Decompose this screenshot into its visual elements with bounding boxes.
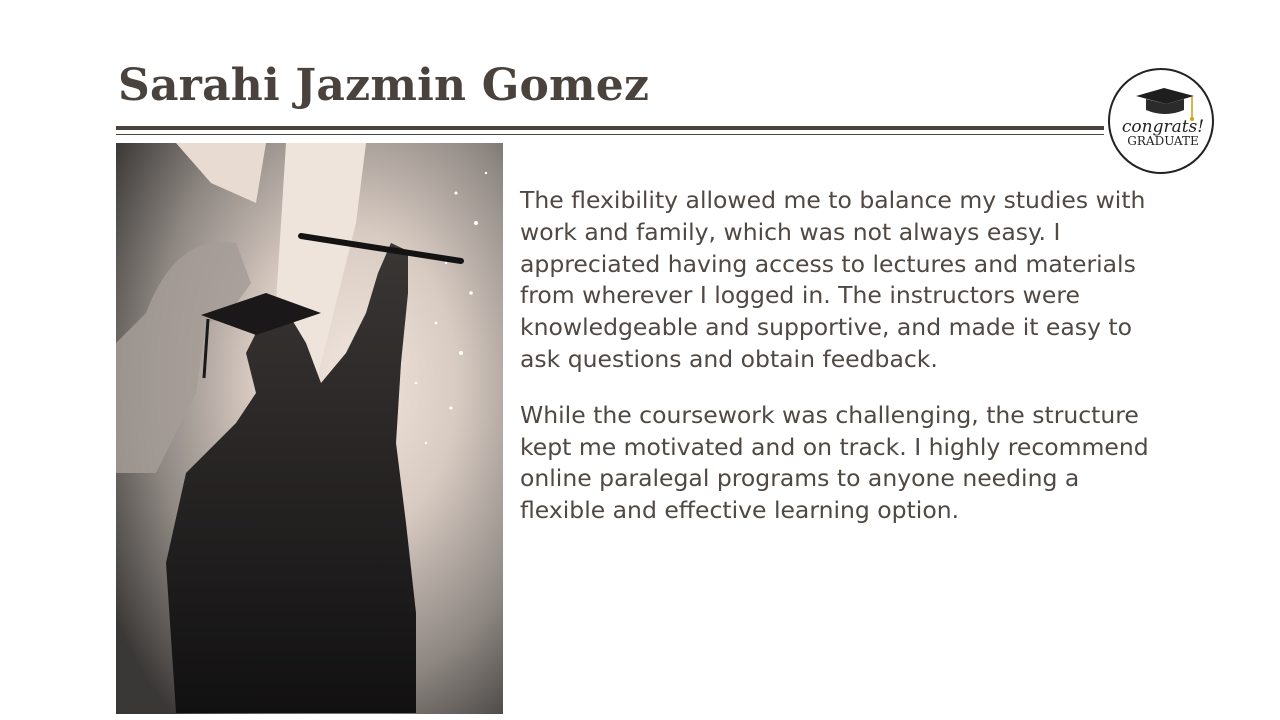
graduation-cap-icon bbox=[1110, 70, 1214, 174]
title-divider-thin bbox=[116, 134, 1104, 135]
title-divider-thick bbox=[116, 126, 1104, 130]
graduate-silhouette-image bbox=[116, 143, 503, 714]
testimonial-paragraph-2: While the coursework was challenging, the structure kept me motivated and on track. I highly recommend online paralegal programs to anyone needing a flexible and effective learning option. bbox=[520, 400, 1149, 525]
badge-congrats-text: congrats! bbox=[1121, 117, 1205, 137]
slide-title: Sarahi Jazmin Gomez bbox=[118, 60, 650, 111]
testimonial-paragraph-1: The flexibility allowed me to balance my studies with work and family, which was not always easy. I appreciated having access to lectures and materials from wherever I logged in. The instructors were knowledgeable and supportive, and made it easy to ask questions and obtain feedback. bbox=[520, 186, 1146, 373]
badge-graduate-text: GRADUATE bbox=[1127, 134, 1199, 148]
testimonial-body bbox=[520, 185, 1160, 551]
congrats-graduate-badge bbox=[1108, 68, 1214, 174]
